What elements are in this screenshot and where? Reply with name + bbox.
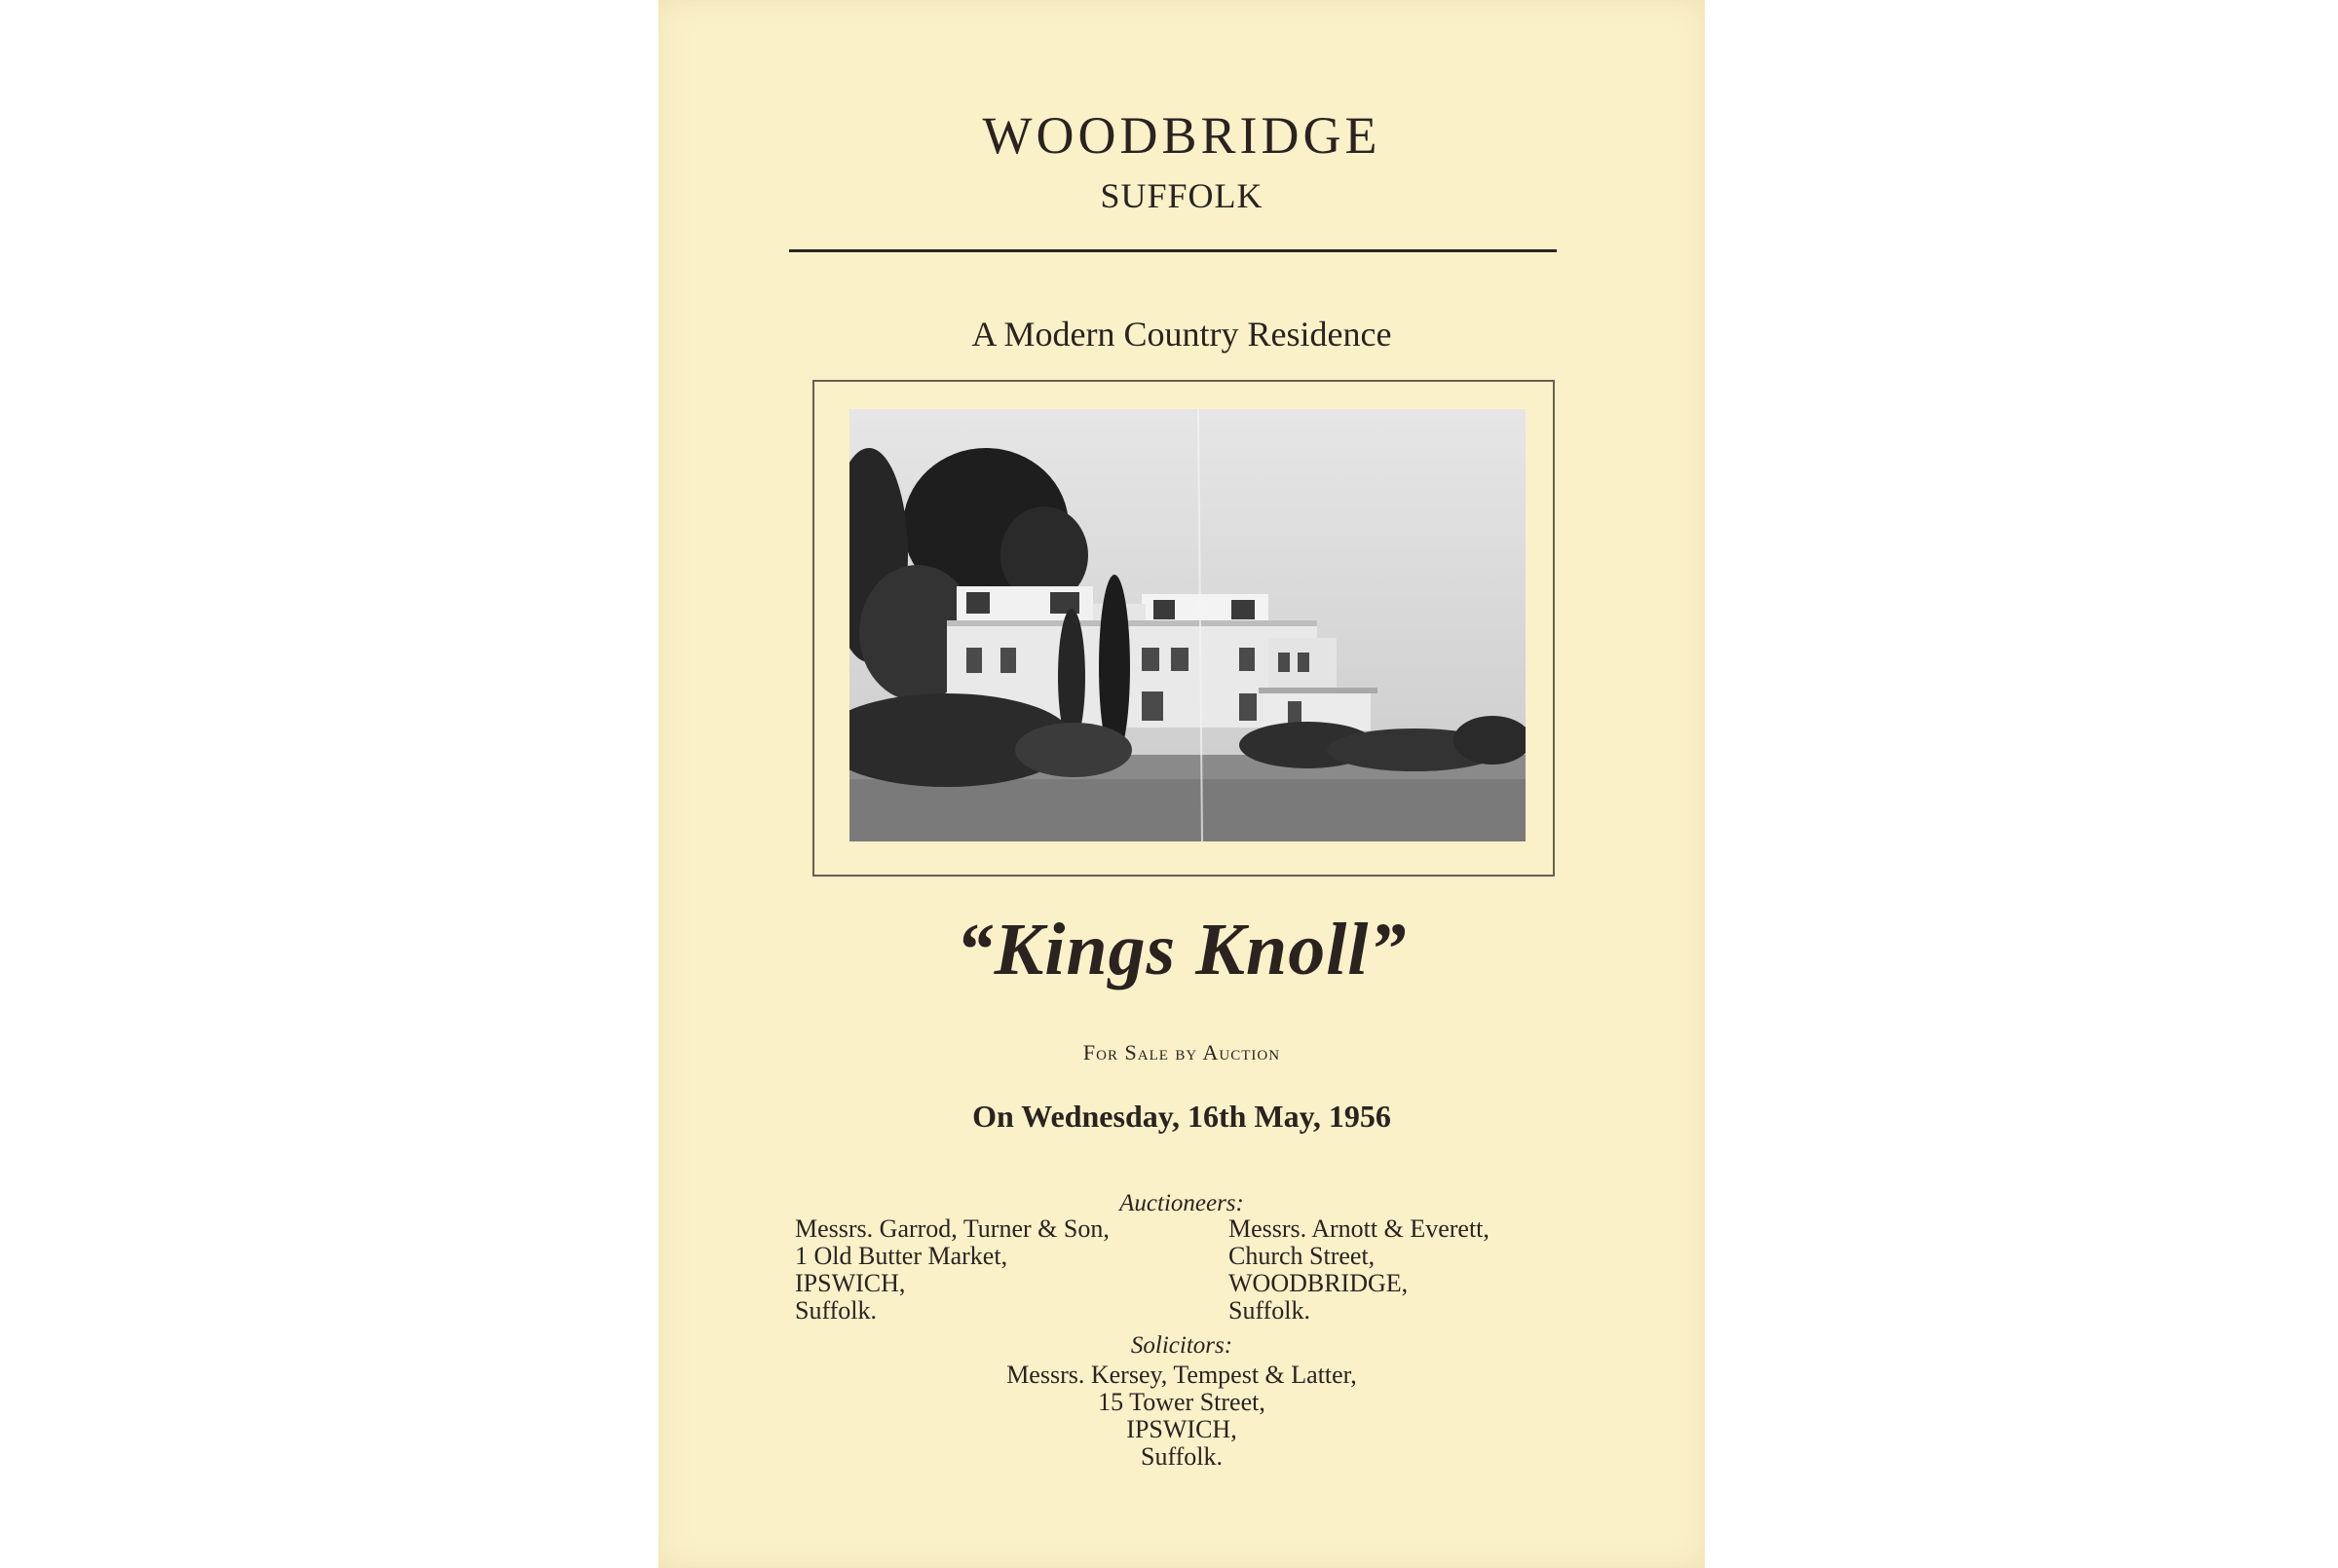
auction-date: On Wednesday, 16th May, 1956	[972, 1099, 1391, 1134]
address-line: IPSWICH,	[1126, 1415, 1237, 1443]
solicitors-label: Solicitors:	[1130, 1332, 1233, 1359]
address-line: Suffolk.	[1228, 1296, 1311, 1325]
address-line: IPSWICH,	[795, 1269, 906, 1297]
address-line: WOODBRIDGE,	[1228, 1269, 1409, 1297]
house-photo-drawing	[849, 409, 1526, 841]
address-line: Messrs. Arnott & Everett,	[1228, 1214, 1490, 1243]
town-heading: WOODBRIDGE	[982, 106, 1381, 165]
county-heading: SUFFOLK	[1100, 176, 1263, 215]
solicitor-address	[659, 1362, 1705, 1471]
brochure-page	[659, 0, 1705, 1568]
address-line: Church Street,	[1228, 1242, 1376, 1270]
house-photo	[849, 409, 1526, 841]
address-line: Messrs. Kersey, Tempest & Latter,	[1006, 1361, 1357, 1389]
header-rule	[789, 249, 1557, 252]
auctioneers-label: Auctioneers:	[1119, 1190, 1244, 1216]
property-name: “Kings Knoll”	[956, 909, 1408, 990]
address-line: Suffolk.	[1140, 1442, 1224, 1471]
address-line: Messrs. Garrod, Turner & Son,	[795, 1214, 1110, 1243]
address-line: 15 Tower Street,	[1098, 1388, 1265, 1416]
sale-announcement: For Sale by Auction	[1082, 1040, 1281, 1064]
auctioneer-address-2	[1228, 1215, 1490, 1325]
address-line: 1 Old Butter Market,	[795, 1242, 1008, 1270]
address-line: Suffolk.	[795, 1296, 878, 1325]
property-tagline: A Modern Country Residence	[971, 315, 1392, 354]
auctioneer-address-1	[795, 1215, 1110, 1325]
photo-frame	[812, 380, 1555, 877]
